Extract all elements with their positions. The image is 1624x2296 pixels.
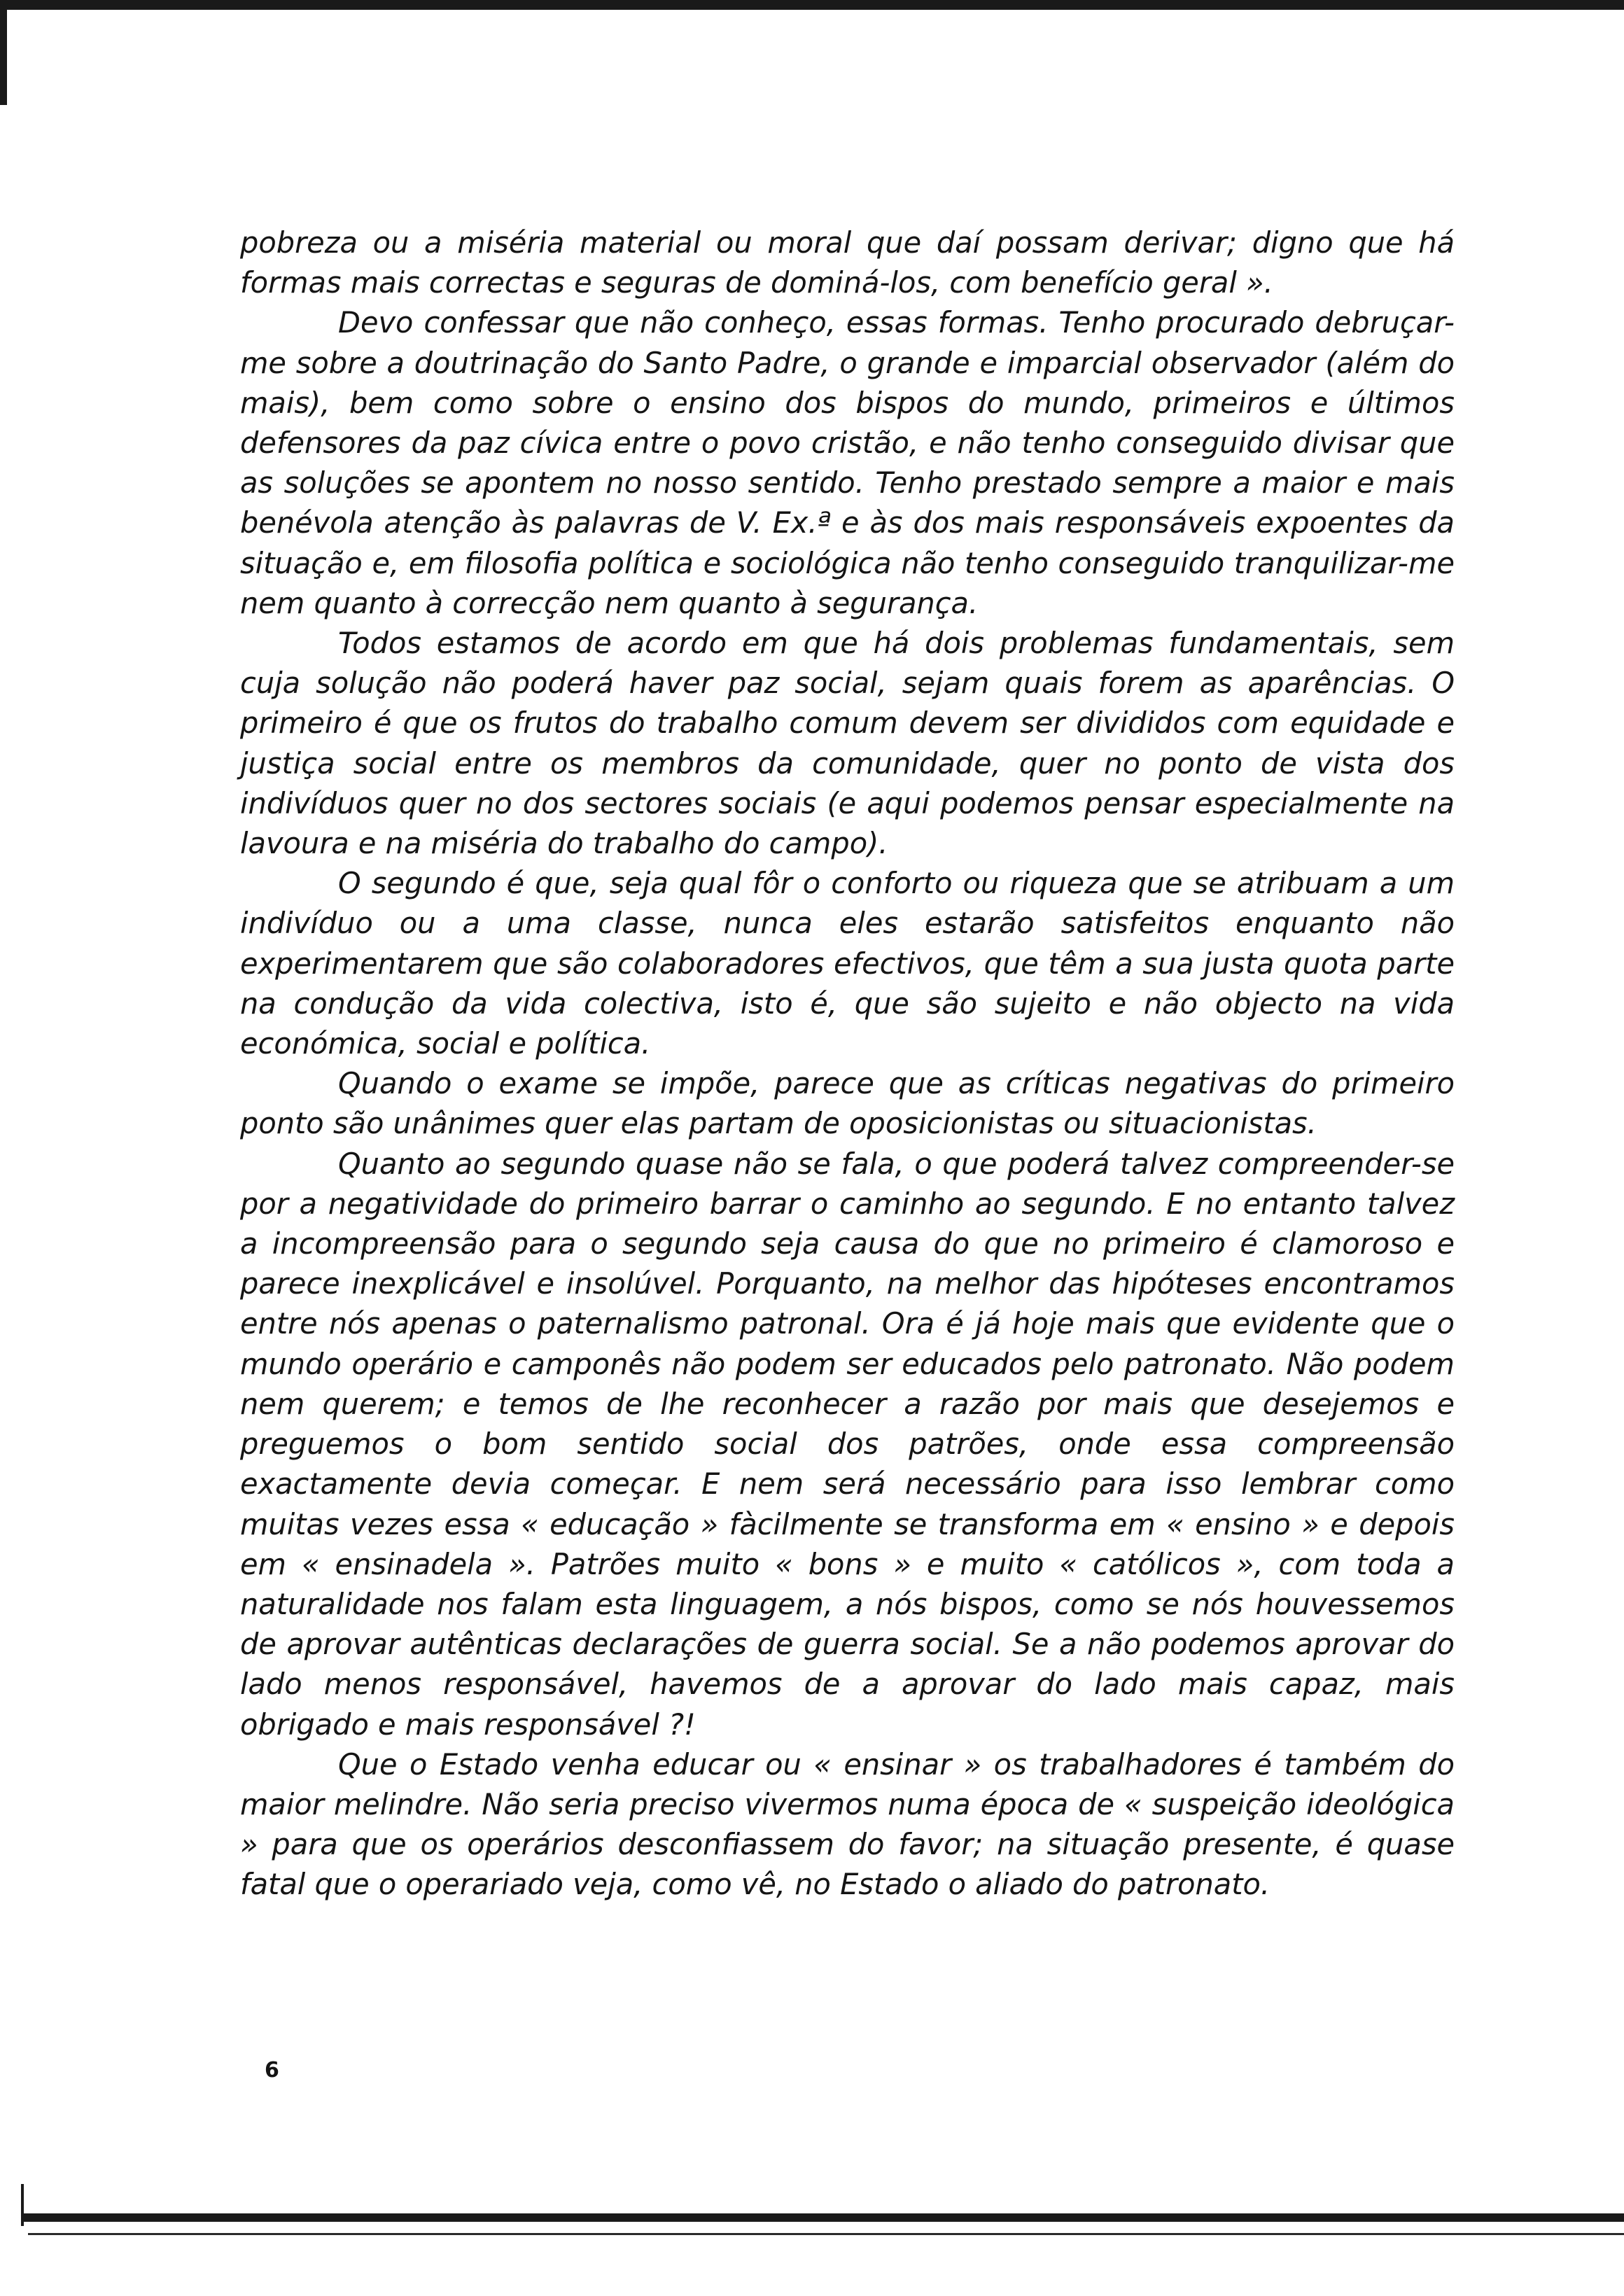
scan-border-bottom — [21, 2213, 1624, 2222]
scan-border-bottom-thin — [28, 2233, 1624, 2235]
paragraph: Que o Estado venha educar ou « ensinar » os trabalhadores é também do maior melindre. Não seria preciso vivermos numa época de « suspeição ideológica » para que os operários desconfiassem do favor; na situação presente, é quase fatal que o operariado veja, como vê, no Estado o aliado do patronato. — [240, 1746, 1455, 1902]
page-body — [240, 223, 1455, 1905]
paragraph: pobreza ou a miséria material ou moral que daí possam derivar; digno que há formas mais correctas e seguras de dominá-los, com benefício geral ». — [240, 225, 1455, 300]
paragraph: Todos estamos de acordo em que há dois problemas fundamentais, sem cuja solução não poderá haver paz social, sejam quais forem as aparências. O primeiro é que os frutos do trabalho comum devem ser divididos com equidade e justiça social entre os membros da comunidade, quer no ponto de vista dos indivíduos quer no dos sectores sociais (e aqui podemos pensar especialmente na lavoura e na miséria do trabalho do campo). — [240, 626, 1455, 861]
scan-border-top — [0, 0, 1624, 10]
scan-border-left — [0, 0, 7, 105]
paragraph: Quando o exame se impõe, parece que as críticas negativas do primeiro ponto são unânimes quer elas partam de oposicionistas ou situacionistas. — [240, 1066, 1455, 1141]
paragraph: O segundo é que, seja qual fôr o conforto ou riqueza que se atribuam a um indivíduo ou a uma classe, nunca eles estarão satisfeitos enquanto não experimentarem que são colaboradores efectivos, que têm a sua justa quota parte na condução da vida colectiva, isto é, que são sujeito e não objecto na vida económica, social e política. — [240, 866, 1455, 1061]
paragraph: Quanto ao segundo quase não se fala, o que poderá talvez compreender-se por a negatividade do primeiro barrar o caminho ao segundo. E no entanto talvez a incompreensão para o segundo seja causa do que no primeiro é clamoroso e parece inexplicável e insolúvel. Porquanto, na melhor das hipóteses encontramos entre nós apenas o paternalismo patronal. Ora é já hoje mais que evidente que o mundo operário e camponês não podem ser educados pelo patronato. Não podem nem querem; e temos de lhe reconhecer a razão por mais que desejemos e preguemos o bom sentido social dos patrões, onde essa compreensão exactamente devia começar. E nem será necessário para isso lembrar como muitas vezes essa « educação » fàcilmente se transforma em « ensino » e depois em « ensinadela ». Patrões muito « bons » e muito « católicos », com toda a naturalidade nos falam esta linguagem, a nós bispos, como se nós houvessemos de aprovar autênticas declarações de guerra social. Se a não podemos aprovar do lado menos responsável, havemos de a aprovar do lado mais capaz, mais obrigado e mais responsável ?! — [240, 1146, 1455, 1742]
paragraph: Devo confessar que não conheço, essas formas. Tenho procurado debruçar-me sobre a doutrinação do Santo Padre, o grande e imparcial observador (além do mais), bem como sobre o ensino dos bispos do mundo, primeiros e últimos defensores da paz cívica entre o povo cristão, e não tenho conseguido divisar que as soluções se apontem no nosso sentido. Tenho prestado sempre a maior e mais benévola atenção às palavras de V. Ex.ª e às dos mais responsáveis expoentes da situação e, em filosofia política e sociológica não tenho conseguido tranquilizar-me nem quanto à correcção nem quanto à segurança. — [240, 305, 1455, 620]
page-number: 6 — [265, 2058, 279, 2082]
